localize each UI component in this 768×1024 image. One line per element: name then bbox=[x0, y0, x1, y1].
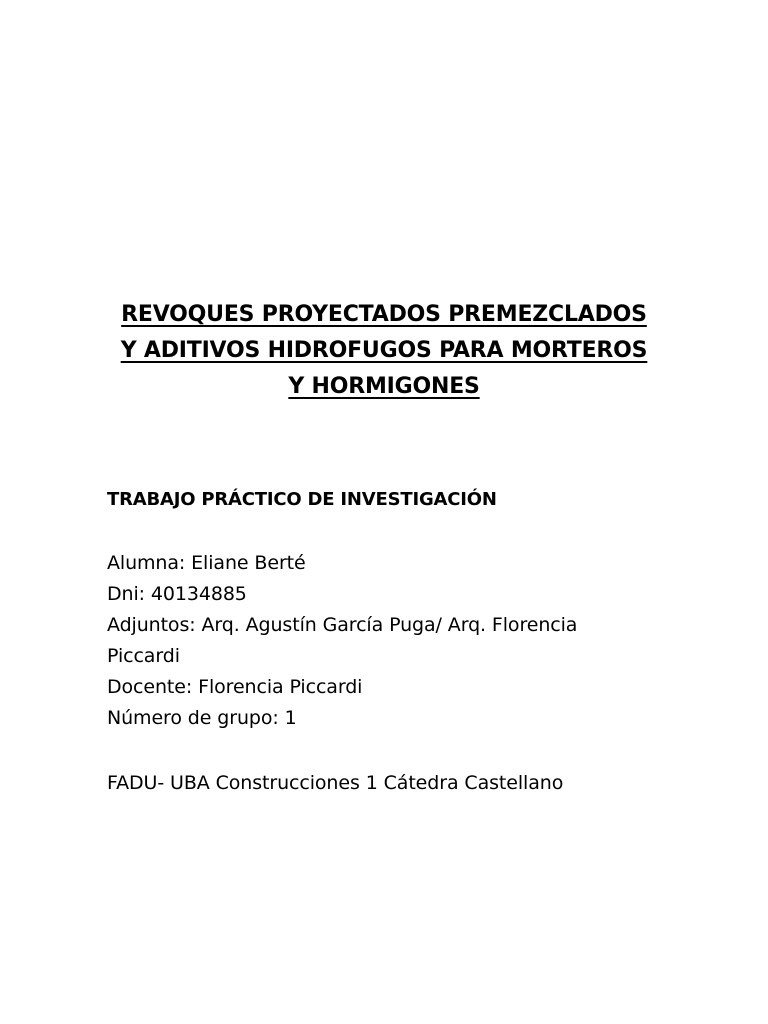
adjuntos-line-continued: Piccardi bbox=[107, 645, 180, 667]
document-subtitle: TRABAJO PRÁCTICO DE INVESTIGACIÓN bbox=[107, 489, 497, 510]
dni-line: Dni: 40134885 bbox=[107, 583, 247, 605]
title-line-1 bbox=[90, 297, 678, 333]
author-info-block bbox=[107, 548, 667, 734]
adjuntos-line: Adjuntos: Arq. Agustín García Puga/ Arq. Florencia bbox=[107, 614, 578, 636]
title-line-2 bbox=[90, 333, 678, 369]
title-line-3-text: Y HORMIGONES bbox=[288, 374, 480, 399]
institution-footer: FADU- UBA Construcciones 1 Cátedra Castellano bbox=[107, 772, 564, 794]
title-line-2-text: Y ADITIVOS HIDROFUGOS PARA MORTEROS bbox=[120, 338, 648, 363]
title-line-1-text: REVOQUES PROYECTADOS PREMEZCLADOS bbox=[121, 302, 647, 327]
document-title bbox=[90, 297, 678, 405]
teacher-line: Docente: Florencia Piccardi bbox=[107, 676, 363, 698]
group-number-line: Número de grupo: 1 bbox=[107, 707, 297, 729]
student-line: Alumna: Eliane Berté bbox=[107, 552, 306, 574]
title-line-3 bbox=[90, 369, 678, 405]
